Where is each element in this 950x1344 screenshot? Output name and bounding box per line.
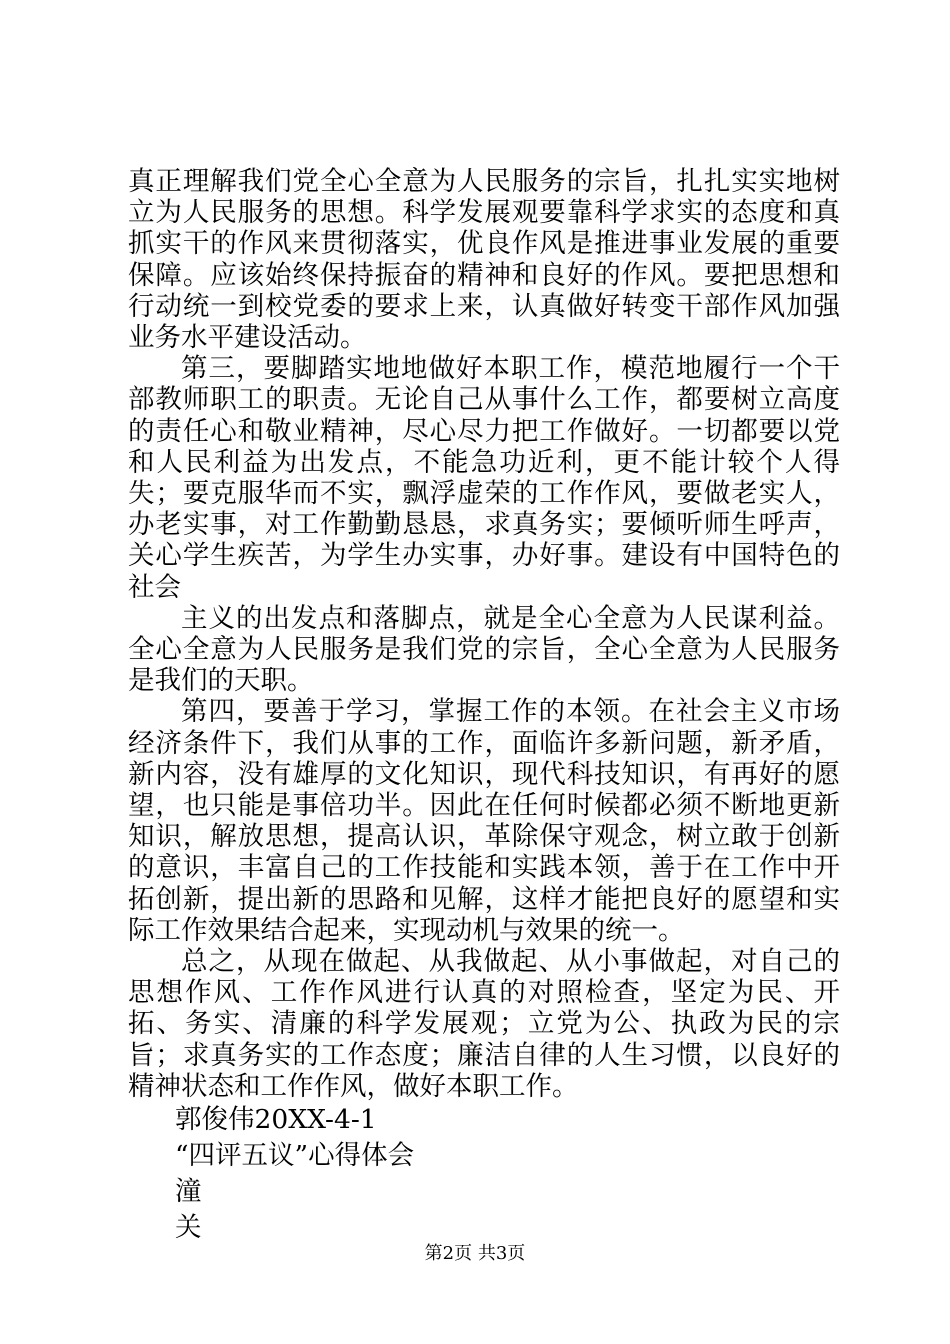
- paragraph-conclusion: 总之，从现在做起、从我做起、从小事做起，对自己的思想作风、工作作风进行认真的对照检查，坚定为民、开拓、务实、清廉的科学发展观；立党为公、执政为民的宗旨；求真务实的工作态度；廉洁自律的人生习惯，以良好的精神状态和工作作风，做好本职工作。: [128, 946, 840, 1102]
- text-fragment: 关: [175, 1212, 202, 1244]
- paragraph-fourth-point: 第四，要善于学习，掌握工作的本领。在社会主义市场经济条件下，我们从事的工作，面临许多新问题，新矛盾，新内容，没有雄厚的文化知识，现代科技知识，有再好的愿望，也只能是事倍功半。因此在任何时候都必须不断地更新知识，解放思想，提高认识，革除保守观念，树立敢于创新的意识，丰富自己的工作技能和实践本领，善于在工作中开拓创新，提出新的思路和见解，这样才能把良好的愿望和实际工作效果结合起来，实现动机与效果的统一。: [128, 696, 840, 946]
- author-signature: 郭俊伟20XX-4-1: [175, 1104, 377, 1136]
- document-body: [128, 166, 840, 1246]
- page-number-footer: 第2页 共3页: [424, 1243, 526, 1264]
- paragraph-socialism: 主义的出发点和落脚点，就是全心全意为人民谋利益。全心全意为人民服务是我们党的宗旨，全心全意为人民服务是我们的天职。: [128, 602, 840, 697]
- paragraph-third-point: 第三，要脚踏实地地做好本职工作，模范地履行一个干部教师职工的职责。无论自己从事什么工作，都要树立高度的责任心和敬业精神，尽心尽力把工作做好。一切都要以党和人民利益为出发点，不能急功近利，更不能计较个人得失；要克服华而不实，飘浮虚荣的工作作风，要做老实人，办老实事，对工作勤勤恳恳，求真务实；要倾听师生呼声，关心学生疾苦，为学生办实事，办好事。建设有中国特色的社会: [128, 353, 840, 603]
- next-document-title: “四评五议”心得体会: [175, 1140, 415, 1172]
- text-fragment: 潼: [175, 1176, 202, 1208]
- paragraph-continuation: 真正理解我们党全心全意为人民服务的宗旨，扎扎实实地树立为人民服务的思想。科学发展观要靠科学求实的态度和真抓实干的作风来贯彻落实，优良作风是推进事业发展的重要保障。应该始终保持振奋的精神和良好的作风。要把思想和行动统一到校党委的要求上来，认真做好转变干部作风加强业务水平建设活动。: [128, 166, 840, 354]
